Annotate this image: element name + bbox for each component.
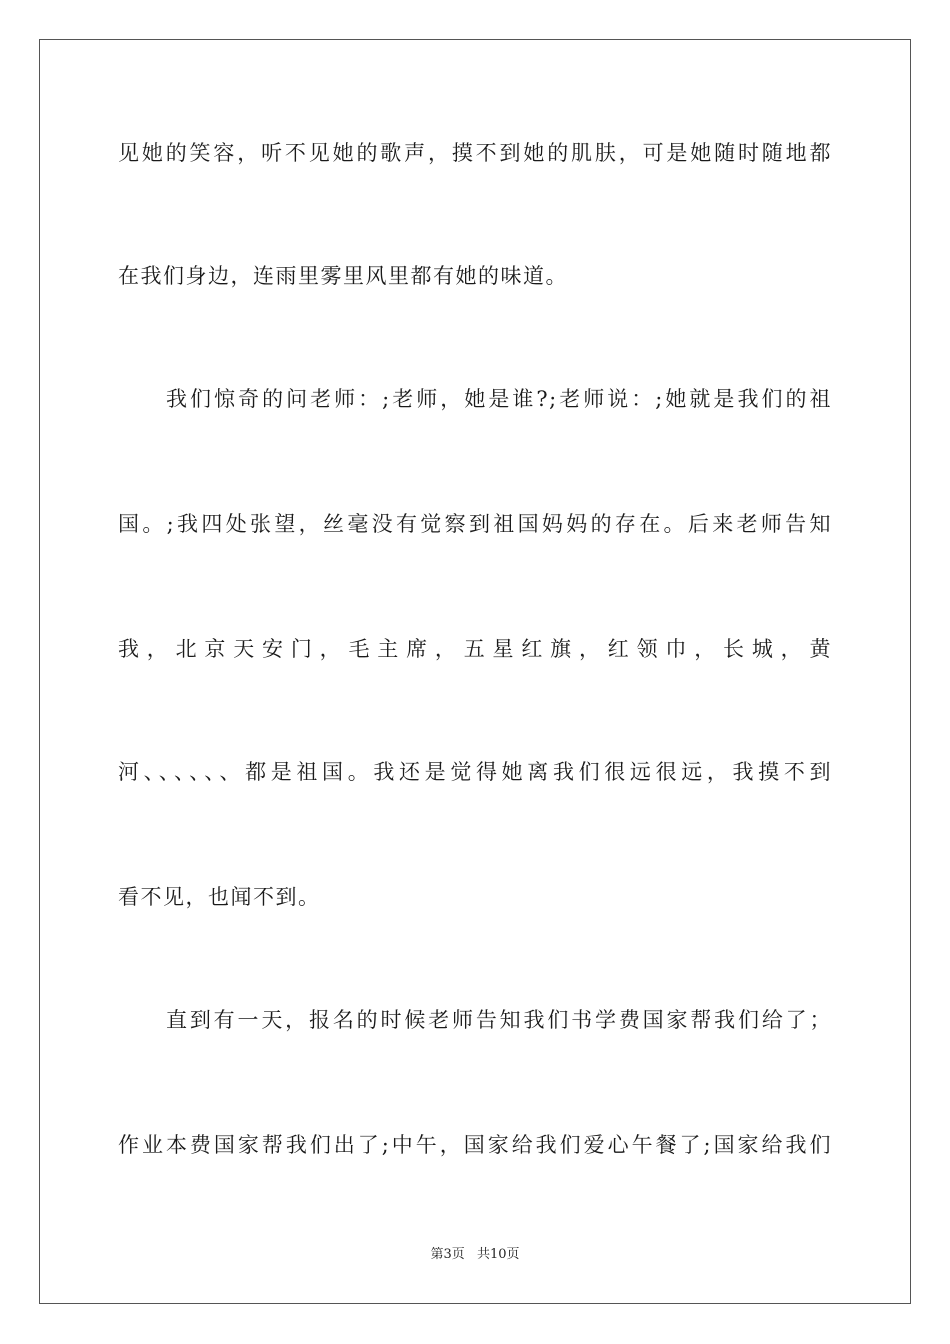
text-line-9: 作业本费国家帮我们出了;中午，国家给我们爱心午餐了;国家给我们 <box>118 1133 832 1157</box>
text-line-8: 直到有一天，报名的时候老师告知我们书学费国家帮我们给了； <box>166 1008 832 1032</box>
text-line-3: 我们惊奇的问老师：;老师，她是谁?;老师说：;她就是我们的祖 <box>166 387 832 411</box>
page-footer <box>0 1246 950 1264</box>
page-border <box>39 39 911 1304</box>
text-line-6: 河、、、、、、都是祖国。我还是觉得她离我们很远很远，我摸不到 <box>118 760 832 784</box>
text-line-2: 在我们身边，连雨里雾里风里都有她的味道。 <box>118 264 568 288</box>
text-line-4: 国。;我四处张望，丝毫没有觉察到祖国妈妈的存在。后来老师告知 <box>118 512 832 536</box>
page-total: 共10页 <box>476 1247 520 1262</box>
page-number: 第3页 <box>430 1247 465 1262</box>
text-line-7: 看不见，也闻不到。 <box>118 885 321 909</box>
text-line-1: 见她的笑容，听不见她的歌声，摸不到她的肌肤，可是她随时随地都 <box>118 141 832 165</box>
text-line-5: 我，北京天安门，毛主席，五星红旗，红领巾，长城，黄 <box>118 637 832 661</box>
